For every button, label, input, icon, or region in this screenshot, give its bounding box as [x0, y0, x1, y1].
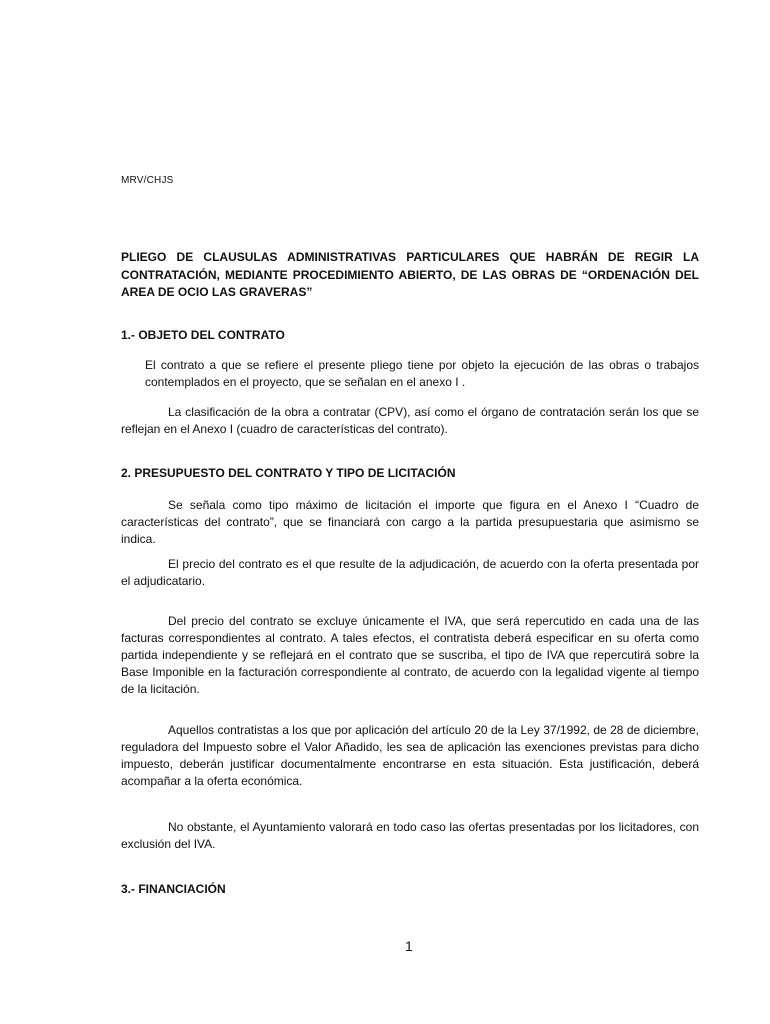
- section-1-paragraph-2: La clasificación de la obra a contratar (CPV), así como el órgano de contratación serán los que se reflejan en el Anexo I (cuadro de características del contrato).: [121, 405, 699, 436]
- section-2-paragraph-5: No obstante, el Ayuntamiento valorará en todo caso las ofertas presentadas por los licitadores, con exclusión del IVA.: [121, 820, 699, 851]
- section-2-paragraph-4: Aquellos contratistas a los que por aplicación del artículo 20 de la Ley 37/1992, de 28 de diciembre, reguladora del Impuesto sobre el Valor Añadido, les sea de aplicación las exenciones previstas para dicho impuesto, deberán justificar documentalmente encontrarse en esta situación. Esta justificación, deberá acompañar a la oferta económica.: [121, 723, 699, 788]
- section-2-heading: 2. PRESUPUESTO DEL CONTRATO Y TIPO DE LICITACIÓN: [121, 466, 456, 480]
- section-2-paragraph-3: Del precio del contrato se excluye únicamente el IVA, que será repercutido en cada una de las facturas correspondientes al contrato. A tales efectos, el contratista deberá especificar en su oferta como partida independiente y se reflejará en el contrato que se suscriba, el tipo de IVA que repercutirá sobre la Base Imponible en la facturación correspondiente al contrato, de acuerdo con la legalidad vigente al tiempo de la licitación.: [121, 614, 699, 696]
- document-title: PLIEGO DE CLAUSULAS ADMINISTRATIVAS PARTICULARES QUE HABRÁN DE REGIR LA CONTRATACIÓN, MEDIANTE PROCEDIMIENTO ABIERTO, DE LAS OBRAS DE “ORDENACIÓN DEL AREA DE OCIO LAS GRAVERAS”: [121, 250, 699, 299]
- page-number: 1: [405, 938, 413, 954]
- section-3-heading: 3.- FINANCIACIÓN: [121, 882, 226, 896]
- section-1-paragraph-1: El contrato a que se refiere el presente pliego tiene por objeto la ejecución de las obras o trabajos contemplados en el proyecto, que se señalan en el anexo I .: [145, 358, 699, 389]
- document-reference: MRV/CHJS: [121, 175, 174, 186]
- section-2-paragraph-2: El precio del contrato es el que resulte de la adjudicación, de acuerdo con la oferta presentada por el adjudicatario.: [121, 557, 699, 588]
- section-2-paragraph-1: Se señala como tipo máximo de licitación el importe que figura en el Anexo I “Cuadro de características del contrato”, que se financiará con cargo a la partida presupuestaria que asimismo se indica.: [121, 498, 699, 546]
- section-1-heading: 1.- OBJETO DEL CONTRATO: [121, 328, 285, 342]
